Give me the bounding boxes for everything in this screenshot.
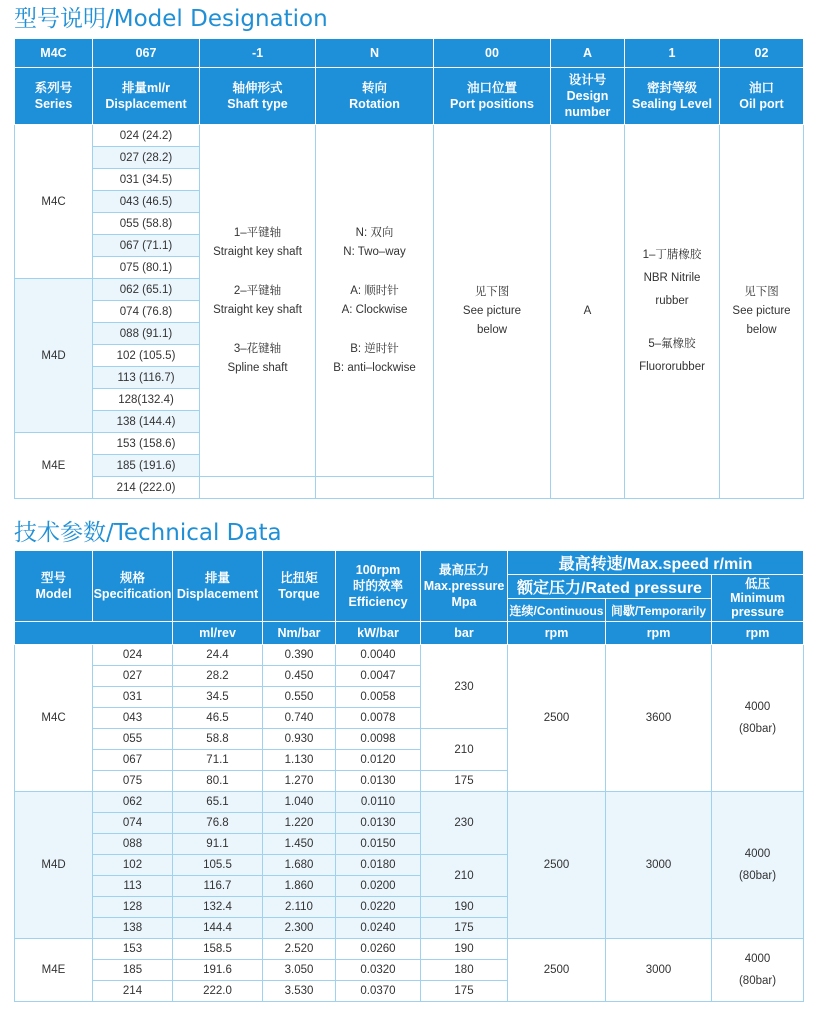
model-cell: M4D xyxy=(15,792,93,939)
cell-line: 1–丁腈橡胶 xyxy=(642,249,702,261)
displacement-cell: 214 (222.0) xyxy=(93,477,200,499)
displacement-cell: 062 (65.1) xyxy=(93,279,200,301)
header-continuous: 连续/Continuous xyxy=(508,599,606,622)
cell-line: 见下图 xyxy=(474,286,510,298)
unit-continuous: rpm xyxy=(508,622,606,645)
efficiency-cell: 0.0058 xyxy=(336,687,421,708)
spec-cell: 055 xyxy=(93,729,173,750)
displacement-cell: 074 (76.8) xyxy=(93,301,200,323)
efficiency-cell: 0.0078 xyxy=(336,708,421,729)
cell-line: rubber xyxy=(655,295,689,307)
spec-cell: 128 xyxy=(93,897,173,918)
temporary-speed-cell: 3000 xyxy=(606,792,712,939)
efficiency-cell: 0.0098 xyxy=(336,729,421,750)
shaft-cell-blank xyxy=(200,477,316,499)
cell-line: See picture xyxy=(732,305,791,317)
spec-cell: 067 xyxy=(93,750,173,771)
header-series: 系列号 Series xyxy=(15,68,93,125)
model-cell: M4C xyxy=(15,645,93,792)
spec-cell: 088 xyxy=(93,834,173,855)
displacement-cell: 153 (158.6) xyxy=(93,433,200,455)
cell-line: B: 逆时针 xyxy=(350,342,399,355)
header-rated: 额定压力/Rated pressure xyxy=(508,575,712,599)
header-rotation: 转向 Rotation xyxy=(316,68,434,125)
low-pressure-speed-cell xyxy=(712,645,804,792)
low-pressure-speed-cell xyxy=(712,792,804,939)
efficiency-cell: 0.0320 xyxy=(336,960,421,981)
displacement-cell: 031 (34.5) xyxy=(93,169,200,191)
cell-line: Spline shaft xyxy=(227,361,288,374)
torque-cell: 1.130 xyxy=(263,750,336,771)
header-displacement: 排量 Displacement xyxy=(173,551,263,622)
spec-cell: 214 xyxy=(93,981,173,1002)
displacement-cell: 191.6 xyxy=(173,960,263,981)
spec-cell: 113 xyxy=(93,876,173,897)
torque-cell: 2.300 xyxy=(263,918,336,939)
efficiency-cell: 0.0370 xyxy=(336,981,421,1002)
torque-cell: 1.270 xyxy=(263,771,336,792)
displacement-cell: 58.8 xyxy=(173,729,263,750)
code-rotation: N xyxy=(316,39,434,68)
displacement-cell: 158.5 xyxy=(173,939,263,960)
cell-line: 4000 xyxy=(744,848,771,860)
low-pressure-speed-cell xyxy=(712,939,804,1002)
header-torque: 比扭矩 Torque xyxy=(263,551,336,622)
displacement-cell: 80.1 xyxy=(173,771,263,792)
cell-line: Fluororubber xyxy=(639,361,705,373)
displacement-cell: 144.4 xyxy=(173,918,263,939)
header-temporarily: 间歇/Temporarily xyxy=(606,599,712,622)
code-ports: 00 xyxy=(434,39,551,68)
torque-cell: 2.110 xyxy=(263,897,336,918)
cell-line: NBR Nitrile xyxy=(643,272,701,284)
cell-line: below xyxy=(746,324,777,336)
torque-cell: 2.520 xyxy=(263,939,336,960)
cell-line: 2–平键轴 xyxy=(233,284,282,297)
header-model: 型号 Model xyxy=(15,551,93,622)
design-cell: A xyxy=(551,125,625,499)
cell-line: A: Clockwise xyxy=(341,303,408,316)
technical-data-table xyxy=(14,550,804,1002)
pressure-cell: 175 xyxy=(421,771,508,792)
displacement-cell: 185 (191.6) xyxy=(93,455,200,477)
table-row xyxy=(15,792,804,813)
cell-line: Straight key shaft xyxy=(213,245,302,258)
temporary-speed-cell: 3000 xyxy=(606,939,712,1002)
efficiency-cell: 0.0150 xyxy=(336,834,421,855)
rotation-cell-blank xyxy=(316,477,434,499)
displacement-cell: 088 (91.1) xyxy=(93,323,200,345)
efficiency-cell: 0.0130 xyxy=(336,771,421,792)
series-cell: M4E xyxy=(15,433,93,499)
continuous-speed-cell: 2500 xyxy=(508,939,606,1002)
table-row xyxy=(15,645,804,666)
pressure-cell: 175 xyxy=(421,981,508,1002)
displacement-cell: 28.2 xyxy=(173,666,263,687)
efficiency-cell: 0.0220 xyxy=(336,897,421,918)
displacement-cell: 222.0 xyxy=(173,981,263,1002)
efficiency-cell: 0.0047 xyxy=(336,666,421,687)
model-cell: M4E xyxy=(15,939,93,1002)
torque-cell: 1.860 xyxy=(263,876,336,897)
continuous-speed-cell: 2500 xyxy=(508,645,606,792)
displacement-cell: 027 (28.2) xyxy=(93,147,200,169)
cell-line: (80bar) xyxy=(738,723,777,735)
displacement-cell: 102 (105.5) xyxy=(93,345,200,367)
displacement-cell: 91.1 xyxy=(173,834,263,855)
torque-cell: 3.530 xyxy=(263,981,336,1002)
efficiency-cell: 0.0040 xyxy=(336,645,421,666)
spec-cell: 031 xyxy=(93,687,173,708)
header-oilport: 油口 Oil port xyxy=(720,68,804,125)
displacement-cell: 128(132.4) xyxy=(93,389,200,411)
pressure-cell: 230 xyxy=(421,645,508,729)
displacement-cell: 043 (46.5) xyxy=(93,191,200,213)
header-shaft: 轴伸形式 Shaft type xyxy=(200,68,316,125)
header-sealing: 密封等级 Sealing Level xyxy=(625,68,720,125)
displacement-cell: 055 (58.8) xyxy=(93,213,200,235)
header-ports: 油口位置 Port positions xyxy=(434,68,551,125)
efficiency-cell: 0.0240 xyxy=(336,918,421,939)
efficiency-cell: 0.0180 xyxy=(336,855,421,876)
unit-pressure: bar xyxy=(421,622,508,645)
code-sealing: 1 xyxy=(625,39,720,68)
pressure-cell: 175 xyxy=(421,918,508,939)
header-design: 设计号 Design number xyxy=(551,68,625,125)
header-spec: 规格 Specification xyxy=(93,551,173,622)
pressure-cell: 210 xyxy=(421,729,508,771)
displacement-cell: 46.5 xyxy=(173,708,263,729)
torque-cell: 0.450 xyxy=(263,666,336,687)
displacement-cell: 132.4 xyxy=(173,897,263,918)
cell-line: 见下图 xyxy=(744,286,779,298)
cell-line: 4000 xyxy=(744,953,771,965)
code-series: M4C xyxy=(15,39,93,68)
cell-line: Straight key shaft xyxy=(213,303,302,316)
sealing-cell xyxy=(625,125,720,499)
cell-line: See picture xyxy=(462,305,522,317)
efficiency-cell: 0.0260 xyxy=(336,939,421,960)
header-low: 低压 Minimum pressure xyxy=(712,575,804,622)
oilport-cell xyxy=(720,125,804,499)
code-oilport: 02 xyxy=(720,39,804,68)
cell-line: below xyxy=(476,324,508,336)
pressure-cell: 210 xyxy=(421,855,508,897)
displacement-cell: 34.5 xyxy=(173,687,263,708)
unit-blank xyxy=(15,622,173,645)
efficiency-cell: 0.0120 xyxy=(336,750,421,771)
model-designation-table xyxy=(14,38,804,499)
efficiency-cell: 0.0110 xyxy=(336,792,421,813)
spec-cell: 185 xyxy=(93,960,173,981)
rotation-cell xyxy=(316,125,434,477)
torque-cell: 0.740 xyxy=(263,708,336,729)
unit-torque: Nm/bar xyxy=(263,622,336,645)
torque-cell: 0.550 xyxy=(263,687,336,708)
spec-cell: 043 xyxy=(93,708,173,729)
efficiency-cell: 0.0200 xyxy=(336,876,421,897)
unit-temporarily: rpm xyxy=(606,622,712,645)
cell-line: 4000 xyxy=(744,701,771,713)
cell-line: B: anti–lockwise xyxy=(333,361,416,374)
header-maxspeed: 最高转速/Max.speed r/min xyxy=(508,551,804,575)
torque-cell: 1.220 xyxy=(263,813,336,834)
temporary-speed-cell: 3600 xyxy=(606,645,712,792)
technical-title: 技术参数/Technical Data xyxy=(14,520,282,546)
table-row xyxy=(15,125,804,147)
spec-cell: 102 xyxy=(93,855,173,876)
displacement-cell: 65.1 xyxy=(173,792,263,813)
cell-line: 3–花键轴 xyxy=(233,342,282,355)
displacement-cell: 067 (71.1) xyxy=(93,235,200,257)
table-row xyxy=(15,939,804,960)
designation-title: 型号说明/Model Designation xyxy=(14,6,328,32)
cell-line: (80bar) xyxy=(738,975,777,987)
pressure-cell: 230 xyxy=(421,792,508,855)
unit-low: rpm xyxy=(712,622,804,645)
cell-line: 5–氟橡胶 xyxy=(648,338,696,350)
unit-displacement: ml/rev xyxy=(173,622,263,645)
cell-line: N: Two–way xyxy=(343,245,406,258)
torque-cell: 1.450 xyxy=(263,834,336,855)
spec-cell: 074 xyxy=(93,813,173,834)
spec-cell: 138 xyxy=(93,918,173,939)
pressure-cell: 180 xyxy=(421,960,508,981)
torque-cell: 0.930 xyxy=(263,729,336,750)
cell-line: N: 双向 xyxy=(355,226,394,239)
torque-cell: 0.390 xyxy=(263,645,336,666)
spec-cell: 024 xyxy=(93,645,173,666)
spec-cell: 062 xyxy=(93,792,173,813)
torque-cell: 1.040 xyxy=(263,792,336,813)
displacement-cell: 71.1 xyxy=(173,750,263,771)
displacement-cell: 105.5 xyxy=(173,855,263,876)
displacement-cell: 075 (80.1) xyxy=(93,257,200,279)
displacement-cell: 24.4 xyxy=(173,645,263,666)
code-design: A xyxy=(551,39,625,68)
header-efficiency: 100rpm 时的效率 Efficiency xyxy=(336,551,421,622)
displacement-cell: 024 (24.2) xyxy=(93,125,200,147)
header-displacement: 排量ml/r Displacement xyxy=(93,68,200,125)
displacement-cell: 138 (144.4) xyxy=(93,411,200,433)
code-displacement: 067 xyxy=(93,39,200,68)
torque-cell: 1.680 xyxy=(263,855,336,876)
header-pressure: 最高压力 Max.pressure Mpa xyxy=(421,551,508,622)
continuous-speed-cell: 2500 xyxy=(508,792,606,939)
efficiency-cell: 0.0130 xyxy=(336,813,421,834)
displacement-cell: 116.7 xyxy=(173,876,263,897)
code-shaft: -1 xyxy=(200,39,316,68)
pressure-cell: 190 xyxy=(421,939,508,960)
ports-cell xyxy=(434,125,551,499)
series-cell: M4C xyxy=(15,125,93,279)
series-cell: M4D xyxy=(15,279,93,433)
displacement-cell: 113 (116.7) xyxy=(93,367,200,389)
spec-cell: 027 xyxy=(93,666,173,687)
cell-line: (80bar) xyxy=(738,870,777,882)
unit-efficiency: kW/bar xyxy=(336,622,421,645)
spec-cell: 153 xyxy=(93,939,173,960)
shaft-cell xyxy=(200,125,316,477)
cell-line: A: 顺时针 xyxy=(350,284,399,297)
displacement-cell: 76.8 xyxy=(173,813,263,834)
cell-line: 1–平键轴 xyxy=(233,226,282,239)
torque-cell: 3.050 xyxy=(263,960,336,981)
pressure-cell: 190 xyxy=(421,897,508,918)
spec-cell: 075 xyxy=(93,771,173,792)
